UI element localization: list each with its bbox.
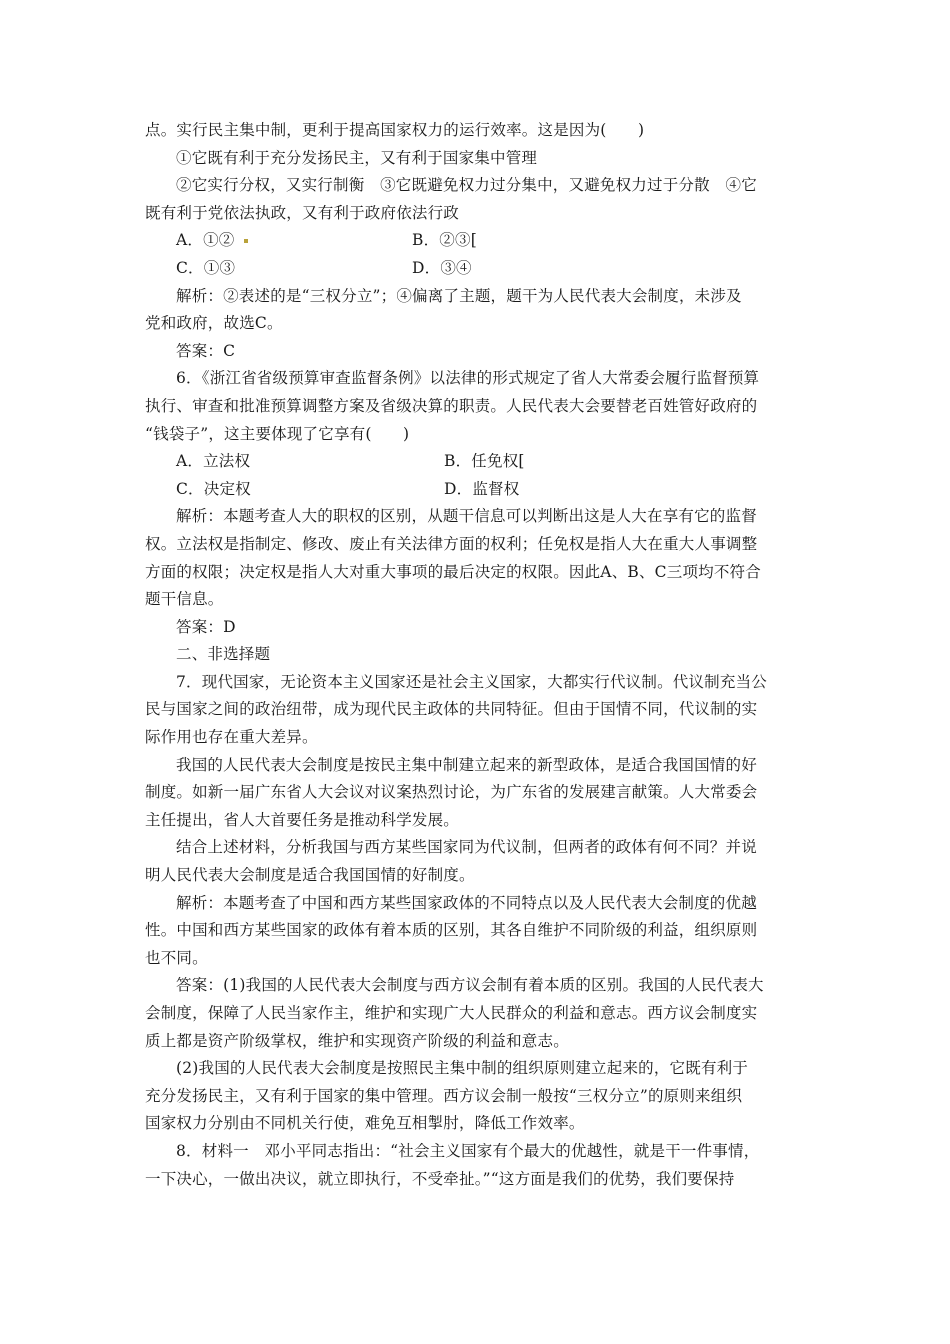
q7-answer: (2)我国的人民代表大会制度是按照民主集中制的组织原则建立起来的，它既有利于	[176, 1059, 749, 1078]
option-d: D．监督权	[444, 479, 520, 498]
document-page	[145, 117, 810, 1193]
q6-stem: “钱袋子”，这主要体现了它享有( )	[145, 424, 410, 443]
q7-paragraph: 7．现代国家，无论资本主义国家还是社会主义国家，大都实行代议制。代议制充当公	[176, 672, 767, 691]
q6-analysis: 权。立法权是指制定、修改、废止有关法律方面的权利；任免权是指人大在重大人事调整	[145, 534, 758, 553]
option-a: A．①②	[176, 227, 412, 255]
q5-options-row-1	[145, 227, 810, 255]
section-title: 二、非选择题	[176, 645, 271, 664]
q6-answer: 答案：D	[176, 617, 236, 636]
option-b: B．②③[	[412, 231, 477, 250]
q6-stem: 执行、审查和批准预算调整方案及省级决算的职责。人民代表大会要替老百姓管好政府的	[145, 396, 758, 415]
q5-analysis: 党和政府，故选C。	[145, 314, 283, 333]
q7-paragraph: 主任提出，省人大首要任务是推动科学发展。	[145, 810, 460, 829]
q7-answer: 国家权力分别由不同机关行使，难免互相掣肘，降低工作效率。	[145, 1114, 585, 1133]
q7-answer: 答案：(1)我国的人民代表大会制度与西方议会制有着本质的区别。我国的人民代表大	[176, 976, 764, 995]
q6-stem: 6．《浙江省省级预算审查监督条例》以法律的形式规定了省人大常委会履行监督预算	[176, 369, 760, 388]
option-a: A．立法权	[176, 452, 251, 471]
q7-question: 结合上述材料，分析我国与西方某些国家同为代议制，但两者的政体有何不同？并说	[176, 838, 757, 857]
q6-analysis: 方面的权限；决定权是指人大对重大事项的最后决定的权限。因此A、B、C三项均不符合	[145, 562, 761, 581]
q6-options-row-2	[145, 476, 810, 504]
option-d: D．③④	[412, 258, 472, 277]
text-line: 既有利于党依法执政，又有利于政府依法行政	[145, 203, 460, 222]
q7-analysis: 性。中国和西方某些国家的政体有着本质的区别，其各自维护不同阶级的利益，组织原则	[145, 921, 758, 940]
text-line: ①它既有利于充分发扬民主，又有利于国家集中管理	[176, 148, 538, 167]
q7-paragraph: 际作用也存在重大差异。	[145, 728, 318, 747]
option-c: C．决定权	[176, 479, 251, 498]
q7-answer: 会制度，保障了人民当家作主，维护和实现广大人民群众的利益和意志。西方议会制度实	[145, 1004, 758, 1022]
q8-material: 一下决心，一做出决议，就立即执行，不受牵扯。”“这方面是我们的优势，我们要保持	[145, 1169, 735, 1188]
q7-paragraph: 制度。如新一届广东省人大会议对议案热烈讨论，为广东省的发展建言献策。人大常委会	[145, 783, 758, 802]
q5-answer: 答案：C	[176, 341, 236, 360]
q6-options-row-1	[145, 448, 810, 476]
q7-answer: 质上都是资产阶级掌权，维护和实现资产阶级的利益和意志。	[145, 1031, 569, 1050]
stray-mark	[244, 239, 248, 243]
q7-paragraph: 我国的人民代表大会制度是按民主集中制建立起来的新型政体，是适合我国国情的好	[176, 755, 757, 774]
text-line: 点。实行民主集中制，更利于提高国家权力的运行效率。这是因为( )	[145, 121, 645, 139]
q5-options-row-2	[145, 255, 810, 283]
q6-analysis: 题干信息。	[145, 590, 224, 609]
q5-analysis: 解析：②表述的是“三权分立”；④偏离了主题，题干为人民代表大会制度，未涉及	[176, 286, 742, 305]
q7-paragraph: 民与国家之间的政治纽带，成为现代民主政体的共同特征。但由于国情不同，代议制的实	[145, 700, 758, 719]
text-line: ②它实行分权，又实行制衡 ③它既避免权力过分集中，又避免权力过于分散 ④它	[176, 176, 757, 195]
q7-question: 明人民代表大会制度是适合我国国情的好制度。	[145, 866, 475, 885]
q6-analysis: 解析：本题考查人大的职权的区别，从题干信息可以判断出这是人大在享有它的监督	[176, 507, 757, 526]
q7-analysis: 解析：本题考查了中国和西方某些国家政体的不同特点以及人民代表大会制度的优越	[176, 893, 757, 912]
q7-answer: 充分发扬民主，又有利于国家的集中管理。西方议会制一般按“三权分立”的原则来组织	[145, 1086, 743, 1105]
q7-analysis: 也不同。	[145, 948, 208, 967]
q8-material: 8．材料一 邓小平同志指出：“社会主义国家有个最大的优越性，就是干一件事情，	[176, 1141, 760, 1160]
option-b: B．任免权[	[444, 452, 525, 471]
option-c: C．①③	[176, 258, 236, 277]
